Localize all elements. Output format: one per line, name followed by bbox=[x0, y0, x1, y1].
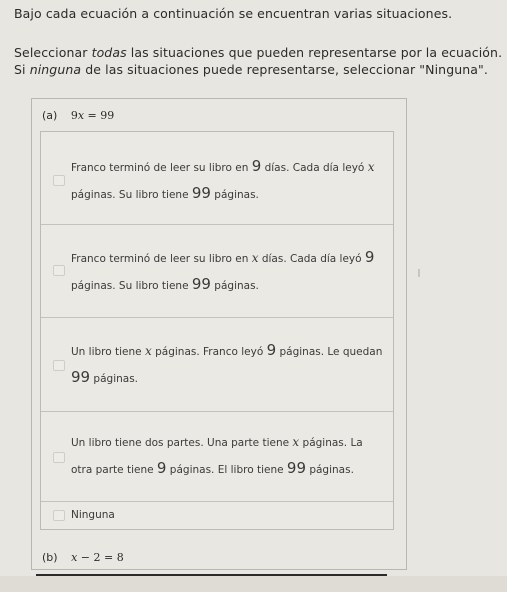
part-a-options bbox=[40, 131, 394, 530]
option-a1-n1: 9 bbox=[251, 157, 262, 175]
option-a-none-label: Ninguna bbox=[71, 509, 115, 521]
option-a3-text bbox=[71, 338, 386, 392]
option-a2-t2: días. Cada día leyó bbox=[258, 253, 365, 265]
option-a2-t3: páginas. Su libro tiene bbox=[71, 280, 192, 292]
checkbox-a1[interactable] bbox=[53, 175, 65, 186]
option-a1-text bbox=[71, 154, 386, 208]
option-a1-t4: páginas. bbox=[210, 189, 259, 201]
eq-a-coef: 9 bbox=[70, 109, 78, 122]
instruction-line-2 bbox=[14, 45, 502, 60]
checkbox-a4[interactable] bbox=[53, 452, 65, 463]
option-a4[interactable] bbox=[41, 412, 393, 502]
option-a4-n1: 9 bbox=[156, 459, 167, 477]
part-a-equation bbox=[71, 109, 114, 122]
instruction-line-3-end: de las situaciones puede representarse, seleccionar "Ninguna". bbox=[81, 62, 488, 77]
option-a3-t1: Un libro tiene bbox=[71, 346, 145, 358]
checkbox-a-none[interactable] bbox=[53, 510, 65, 521]
option-a2-t4: páginas. bbox=[210, 280, 259, 292]
eq-a-rhs: 99 bbox=[100, 109, 115, 122]
option-a2[interactable] bbox=[41, 225, 393, 318]
option-a4-t3: páginas. El libro tiene bbox=[166, 464, 287, 476]
checkbox-a2[interactable] bbox=[53, 265, 65, 276]
eq-b-rhs: 8 bbox=[116, 551, 124, 564]
option-a3-n1: 9 bbox=[266, 341, 277, 359]
option-a3-t3: páginas. Le quedan bbox=[276, 346, 383, 358]
option-a3-t2: páginas. Franco leyó bbox=[151, 346, 267, 358]
option-a1[interactable] bbox=[41, 132, 393, 225]
option-a1-var: x bbox=[367, 160, 375, 174]
instruction-line-2-start: Seleccionar bbox=[14, 45, 92, 60]
edge-mark bbox=[418, 269, 420, 277]
option-a4-text bbox=[71, 430, 386, 483]
option-a1-t3: páginas. Su libro tiene bbox=[71, 189, 192, 201]
option-a3[interactable] bbox=[41, 318, 393, 412]
instruction-line-3-start: Si bbox=[14, 62, 30, 77]
part-a-header bbox=[42, 109, 114, 122]
part-b-header bbox=[42, 551, 124, 564]
part-a-label: (a) bbox=[42, 109, 58, 122]
option-a4-t1: Un libro tiene dos partes. Una parte tiene bbox=[71, 437, 293, 449]
instruction-line-2-end: las situaciones que pueden representarse por la ecuación. bbox=[126, 45, 503, 60]
option-a2-n1: 9 bbox=[364, 248, 375, 266]
option-a3-t4: páginas. bbox=[90, 373, 139, 385]
part-b-equation bbox=[71, 551, 124, 564]
eq-b-equals: = bbox=[100, 551, 117, 564]
eq-b-op: − bbox=[77, 551, 94, 564]
bottom-strip bbox=[0, 576, 507, 592]
instruction-line-3-emphasis: ninguna bbox=[29, 62, 82, 77]
option-a1-n2: 99 bbox=[191, 184, 211, 202]
option-a2-n2: 99 bbox=[191, 275, 211, 293]
option-a2-var: x bbox=[251, 251, 259, 265]
option-a-none[interactable] bbox=[41, 502, 393, 529]
option-a4-t4: páginas. bbox=[306, 464, 354, 476]
option-a1-t1: Franco terminó de leer su libro en bbox=[71, 162, 252, 174]
option-a2-text bbox=[71, 245, 386, 299]
part-b-label: (b) bbox=[42, 551, 58, 564]
eq-b-var: x bbox=[71, 551, 78, 564]
instruction-line-1: Bajo cada ecuación a continuación se encuentran varias situaciones. bbox=[14, 6, 453, 21]
option-a4-n2: 99 bbox=[286, 459, 306, 477]
checkbox-a3[interactable] bbox=[53, 360, 65, 371]
question-panel bbox=[31, 98, 407, 570]
option-a3-n2: 99 bbox=[71, 368, 91, 386]
option-a4-t2: páginas. La otra parte tiene bbox=[71, 437, 363, 476]
instruction-line-3 bbox=[14, 62, 488, 77]
option-a4-var: x bbox=[292, 435, 300, 449]
option-a3-var: x bbox=[144, 344, 152, 358]
option-a1-t2: días. Cada día leyó bbox=[261, 162, 368, 174]
eq-a-var: x bbox=[77, 109, 85, 122]
option-a2-t1: Franco terminó de leer su libro en bbox=[71, 253, 252, 265]
eq-b-n1: 2 bbox=[93, 551, 101, 564]
instruction-line-2-emphasis: todas bbox=[91, 45, 127, 60]
eq-a-equals: = bbox=[84, 109, 101, 122]
